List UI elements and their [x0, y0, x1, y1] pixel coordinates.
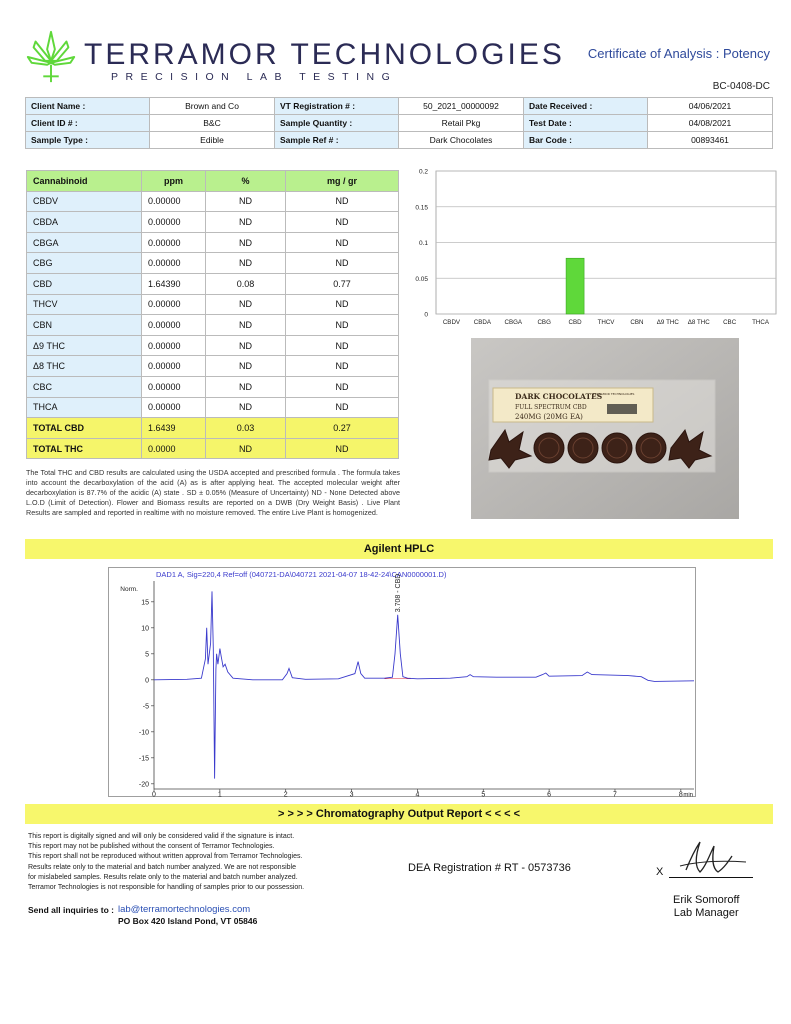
y-tick-label: 10 [141, 625, 149, 633]
disclaimer-line: for mislabeled samples. Results relate only to the material and batch number analyzed. [28, 873, 298, 881]
y-tick-label: -5 [142, 703, 149, 711]
mg-per-gram-value: ND [286, 376, 399, 397]
ppm-value: 0.00000 [142, 253, 206, 274]
percent-value: ND [206, 397, 286, 418]
info-row [26, 115, 773, 132]
info-value: B&C [150, 115, 275, 132]
info-label: Date Received : [524, 98, 648, 115]
table-row [27, 232, 399, 253]
x-tick-label: CBDA [473, 319, 491, 326]
table-row [27, 253, 399, 274]
y-tick-label: -15 [138, 755, 149, 763]
ppm-value: 0.00000 [142, 232, 206, 253]
percent-value: 0.08 [206, 273, 286, 294]
mg-per-gram-value: ND [286, 315, 399, 336]
x-tick-label: 3 [349, 791, 354, 797]
y-tick-label: 0.2 [418, 168, 428, 176]
signature-x: X [656, 866, 664, 878]
x-tick-label: 4 [415, 791, 420, 797]
x-tick-label: 8 [678, 791, 683, 797]
x-tick-label: Δ8 THC [687, 319, 710, 326]
info-value: 50_2021_00000092 [399, 98, 524, 115]
percent-value: ND [206, 253, 286, 274]
peak-label: 3.708 - CBD [395, 573, 403, 613]
cannabinoid-name: TOTAL CBD [27, 418, 142, 439]
cannabinoid-name: Δ9 THC [27, 335, 142, 356]
info-value: Brown and Co [150, 98, 275, 115]
cannabinoid-name: CBGA [27, 232, 142, 253]
cannabinoid-name: TOTAL THC [27, 438, 142, 459]
info-value: Retail Pkg [399, 115, 524, 132]
chromatography-section-title: > > > > Chromatography Output Report < < < < [25, 804, 773, 824]
table-header-row [27, 171, 399, 192]
percent-value: ND [206, 294, 286, 315]
chromatogram [108, 567, 696, 797]
x-tick-label: 5 [481, 791, 486, 797]
mg-per-gram-value: ND [286, 232, 399, 253]
column-header: ppm [142, 171, 206, 192]
info-label: Sample Quantity : [275, 115, 399, 132]
table-row [27, 191, 399, 212]
x-tick-label: CBN [630, 319, 644, 326]
percent-value: 0.03 [206, 418, 286, 439]
info-label: Sample Type : [26, 132, 150, 149]
percent-value: ND [206, 191, 286, 212]
ppm-value: 1.64390 [142, 273, 206, 294]
total-row [27, 418, 399, 439]
percent-value: ND [206, 356, 286, 377]
chromatogram-title: DAD1 A, Sig=220,4 Ref=off (040721-DA\040721 2021-04-07 18-42-24\CAN0000001.D) [156, 570, 447, 579]
mg-per-gram-value: ND [286, 253, 399, 274]
ppm-value: 0.00000 [142, 397, 206, 418]
disclaimer-line: This report shall not be reproduced without written approval from Terramor Technologies. [28, 853, 303, 861]
column-header: mg / gr [286, 171, 399, 192]
percent-value: ND [206, 212, 286, 233]
column-header: % [206, 171, 286, 192]
y-tick-label: -10 [138, 729, 149, 737]
x-tick-label: THCV [597, 319, 615, 326]
signature-line [669, 877, 753, 878]
x-tick-label: CBGA [504, 319, 523, 326]
percent-value: ND [206, 232, 286, 253]
y-tick-label: 0.15 [415, 204, 428, 212]
y-tick-label: 0 [424, 311, 428, 319]
brand-name: TERRAMOR TECHNOLOGIES [84, 38, 565, 71]
hplc-section-title: Agilent HPLC [25, 539, 773, 559]
brand-tagline: PRECISION LAB TESTING [111, 71, 398, 83]
method-notes: The Total THC and CBD results are calculated using the USDA accepted and prescribed formula . The formula takes into account the decarboxylation of the acid (A) as is after applying heat. The accepted molecular weight after decarboxylation is 87.7% of the acidic (A) state . SD ± 0.05% (Measure of Uncertainty) ND - None Detected above L.O.D (Limit of Detection). Flower and Biomass results are reported on a DWB (Dry Weight Basis) . Live Plant Results are sampled and reported in realtime with no moisture removed. The entire Live Plant is homogenized. [26, 468, 400, 518]
inquiry-label: Send all inquiries to : [28, 905, 114, 915]
y-tick-label: 15 [141, 599, 149, 607]
ppm-value: 0.0000 [142, 438, 206, 459]
inquiry-email-link[interactable]: lab@terramortechnologies.com [118, 904, 251, 915]
info-label: VT Registration # : [275, 98, 399, 115]
total-row [27, 438, 399, 459]
mg-per-gram-value: 0.77 [286, 273, 399, 294]
info-label: Bar Code : [524, 132, 648, 149]
percent-value: ND [206, 376, 286, 397]
photo-label-line2: FULL SPECTRUM CBD [515, 404, 587, 411]
mg-per-gram-value: ND [286, 397, 399, 418]
info-row [26, 132, 773, 149]
cannabinoid-name: CBG [27, 253, 142, 274]
dea-registration: DEA Registration # RT - 0573736 [408, 862, 571, 874]
ppm-value: 0.00000 [142, 376, 206, 397]
table-row [27, 397, 399, 418]
mg-per-gram-value: ND [286, 191, 399, 212]
disclaimer-line: This report is digitally signed and will only be considered valid if the signature is intact. [28, 833, 295, 840]
ppm-value: 0.00000 [142, 294, 206, 315]
x-tick-label: Δ9 THC [656, 319, 679, 326]
ppm-value: 0.00000 [142, 356, 206, 377]
x-tick-label: 6 [547, 791, 552, 797]
disclaimer-line: Results relate only to the material and batch number analyzed. We are not responsible [28, 863, 296, 871]
info-label: Client ID # : [26, 115, 150, 132]
signer [673, 894, 739, 920]
table-row [27, 356, 399, 377]
bar-cbd [566, 258, 584, 314]
ppm-value: 1.6439 [142, 418, 206, 439]
x-tick-label: CBG [537, 319, 551, 326]
mg-per-gram-value: ND [286, 438, 399, 459]
table-row [27, 335, 399, 356]
ppm-value: 0.00000 [142, 315, 206, 336]
x-tick-label: THCA [752, 319, 769, 326]
y-axis-label: Norm. [120, 586, 138, 593]
disclaimer [28, 832, 304, 893]
ppm-value: 0.00000 [142, 212, 206, 233]
info-value: Edible [150, 132, 275, 149]
photo-label-line1: DARK CHOCOLATES [515, 392, 603, 401]
disclaimer-line: Terramor Technologies is not responsible for handling of samples prior to our possession. [28, 884, 305, 892]
info-value: 00893461 [648, 132, 773, 149]
mg-per-gram-value: ND [286, 356, 399, 377]
percent-value: ND [206, 438, 286, 459]
product-photo [471, 338, 739, 519]
info-label: Sample Ref # : [275, 132, 399, 149]
client-info-table [25, 97, 773, 149]
signer-title: Lab Manager [673, 907, 739, 919]
cannabinoid-name: CBC [27, 376, 142, 397]
signature [666, 836, 756, 880]
x-tick-label: 2 [283, 791, 288, 797]
document-id: BC-0408-DC [712, 81, 770, 92]
info-row [26, 98, 773, 115]
mg-per-gram-value: ND [286, 294, 399, 315]
table-row [27, 315, 399, 336]
cannabinoid-name: Δ8 THC [27, 356, 142, 377]
cannabinoid-table [26, 170, 399, 459]
ppm-value: 0.00000 [142, 335, 206, 356]
cannabinoid-name: CBD [27, 273, 142, 294]
mg-per-gram-value: 0.27 [286, 418, 399, 439]
info-label: Client Name : [26, 98, 150, 115]
table-row [27, 212, 399, 233]
inquiry-address: PO Box 420 Island Pond, VT 05846 [118, 916, 258, 926]
x-tick-label: CBD [568, 319, 582, 326]
cannabinoid-name: CBDA [27, 212, 142, 233]
percent-value: ND [206, 315, 286, 336]
info-value: 04/06/2021 [648, 98, 773, 115]
mg-per-gram-value: ND [286, 212, 399, 233]
mg-per-gram-value: ND [286, 335, 399, 356]
y-tick-label: 5 [145, 651, 149, 659]
document-title: Certificate of Analysis : Potency [587, 46, 770, 61]
cannabinoid-name: THCA [27, 397, 142, 418]
x-tick-label: CBDV [442, 319, 461, 326]
table-row [27, 273, 399, 294]
cannabinoid-bar-chart [400, 163, 778, 333]
percent-value: ND [206, 335, 286, 356]
y-tick-label: 0.1 [418, 240, 428, 247]
signer-name: Erik Somoroff [673, 894, 740, 906]
table-row [27, 376, 399, 397]
y-tick-label: 0.05 [415, 275, 428, 283]
info-label: Test Date : [524, 115, 648, 132]
x-tick-label: CBC [723, 319, 737, 326]
column-header: Cannabinoid [27, 171, 142, 192]
x-tick-label: 0 [152, 791, 156, 797]
x-tick-label: 1 [217, 791, 222, 797]
y-tick-label: 0 [145, 677, 149, 685]
info-value: Dark Chocolates [399, 132, 524, 149]
info-value: 04/08/2021 [648, 115, 773, 132]
photo-label-line3: 240MG (20MG EA) [515, 413, 583, 421]
cannabinoid-name: THCV [27, 294, 142, 315]
x-tick-label: 7 [613, 791, 617, 797]
disclaimer-line: This report may not be published without the consent of Terramor Technologies. [28, 843, 275, 851]
cannabinoid-name: CBDV [27, 191, 142, 212]
cannabinoid-name: CBN [27, 315, 142, 336]
ppm-value: 0.00000 [142, 191, 206, 212]
cannabis-leaf-icon [22, 28, 80, 86]
table-row [27, 294, 399, 315]
photo-label-brand: TERRAMOR TECHNOLOGIES [593, 392, 635, 396]
y-tick-label: -20 [138, 781, 149, 789]
x-axis-unit: min [683, 792, 693, 797]
